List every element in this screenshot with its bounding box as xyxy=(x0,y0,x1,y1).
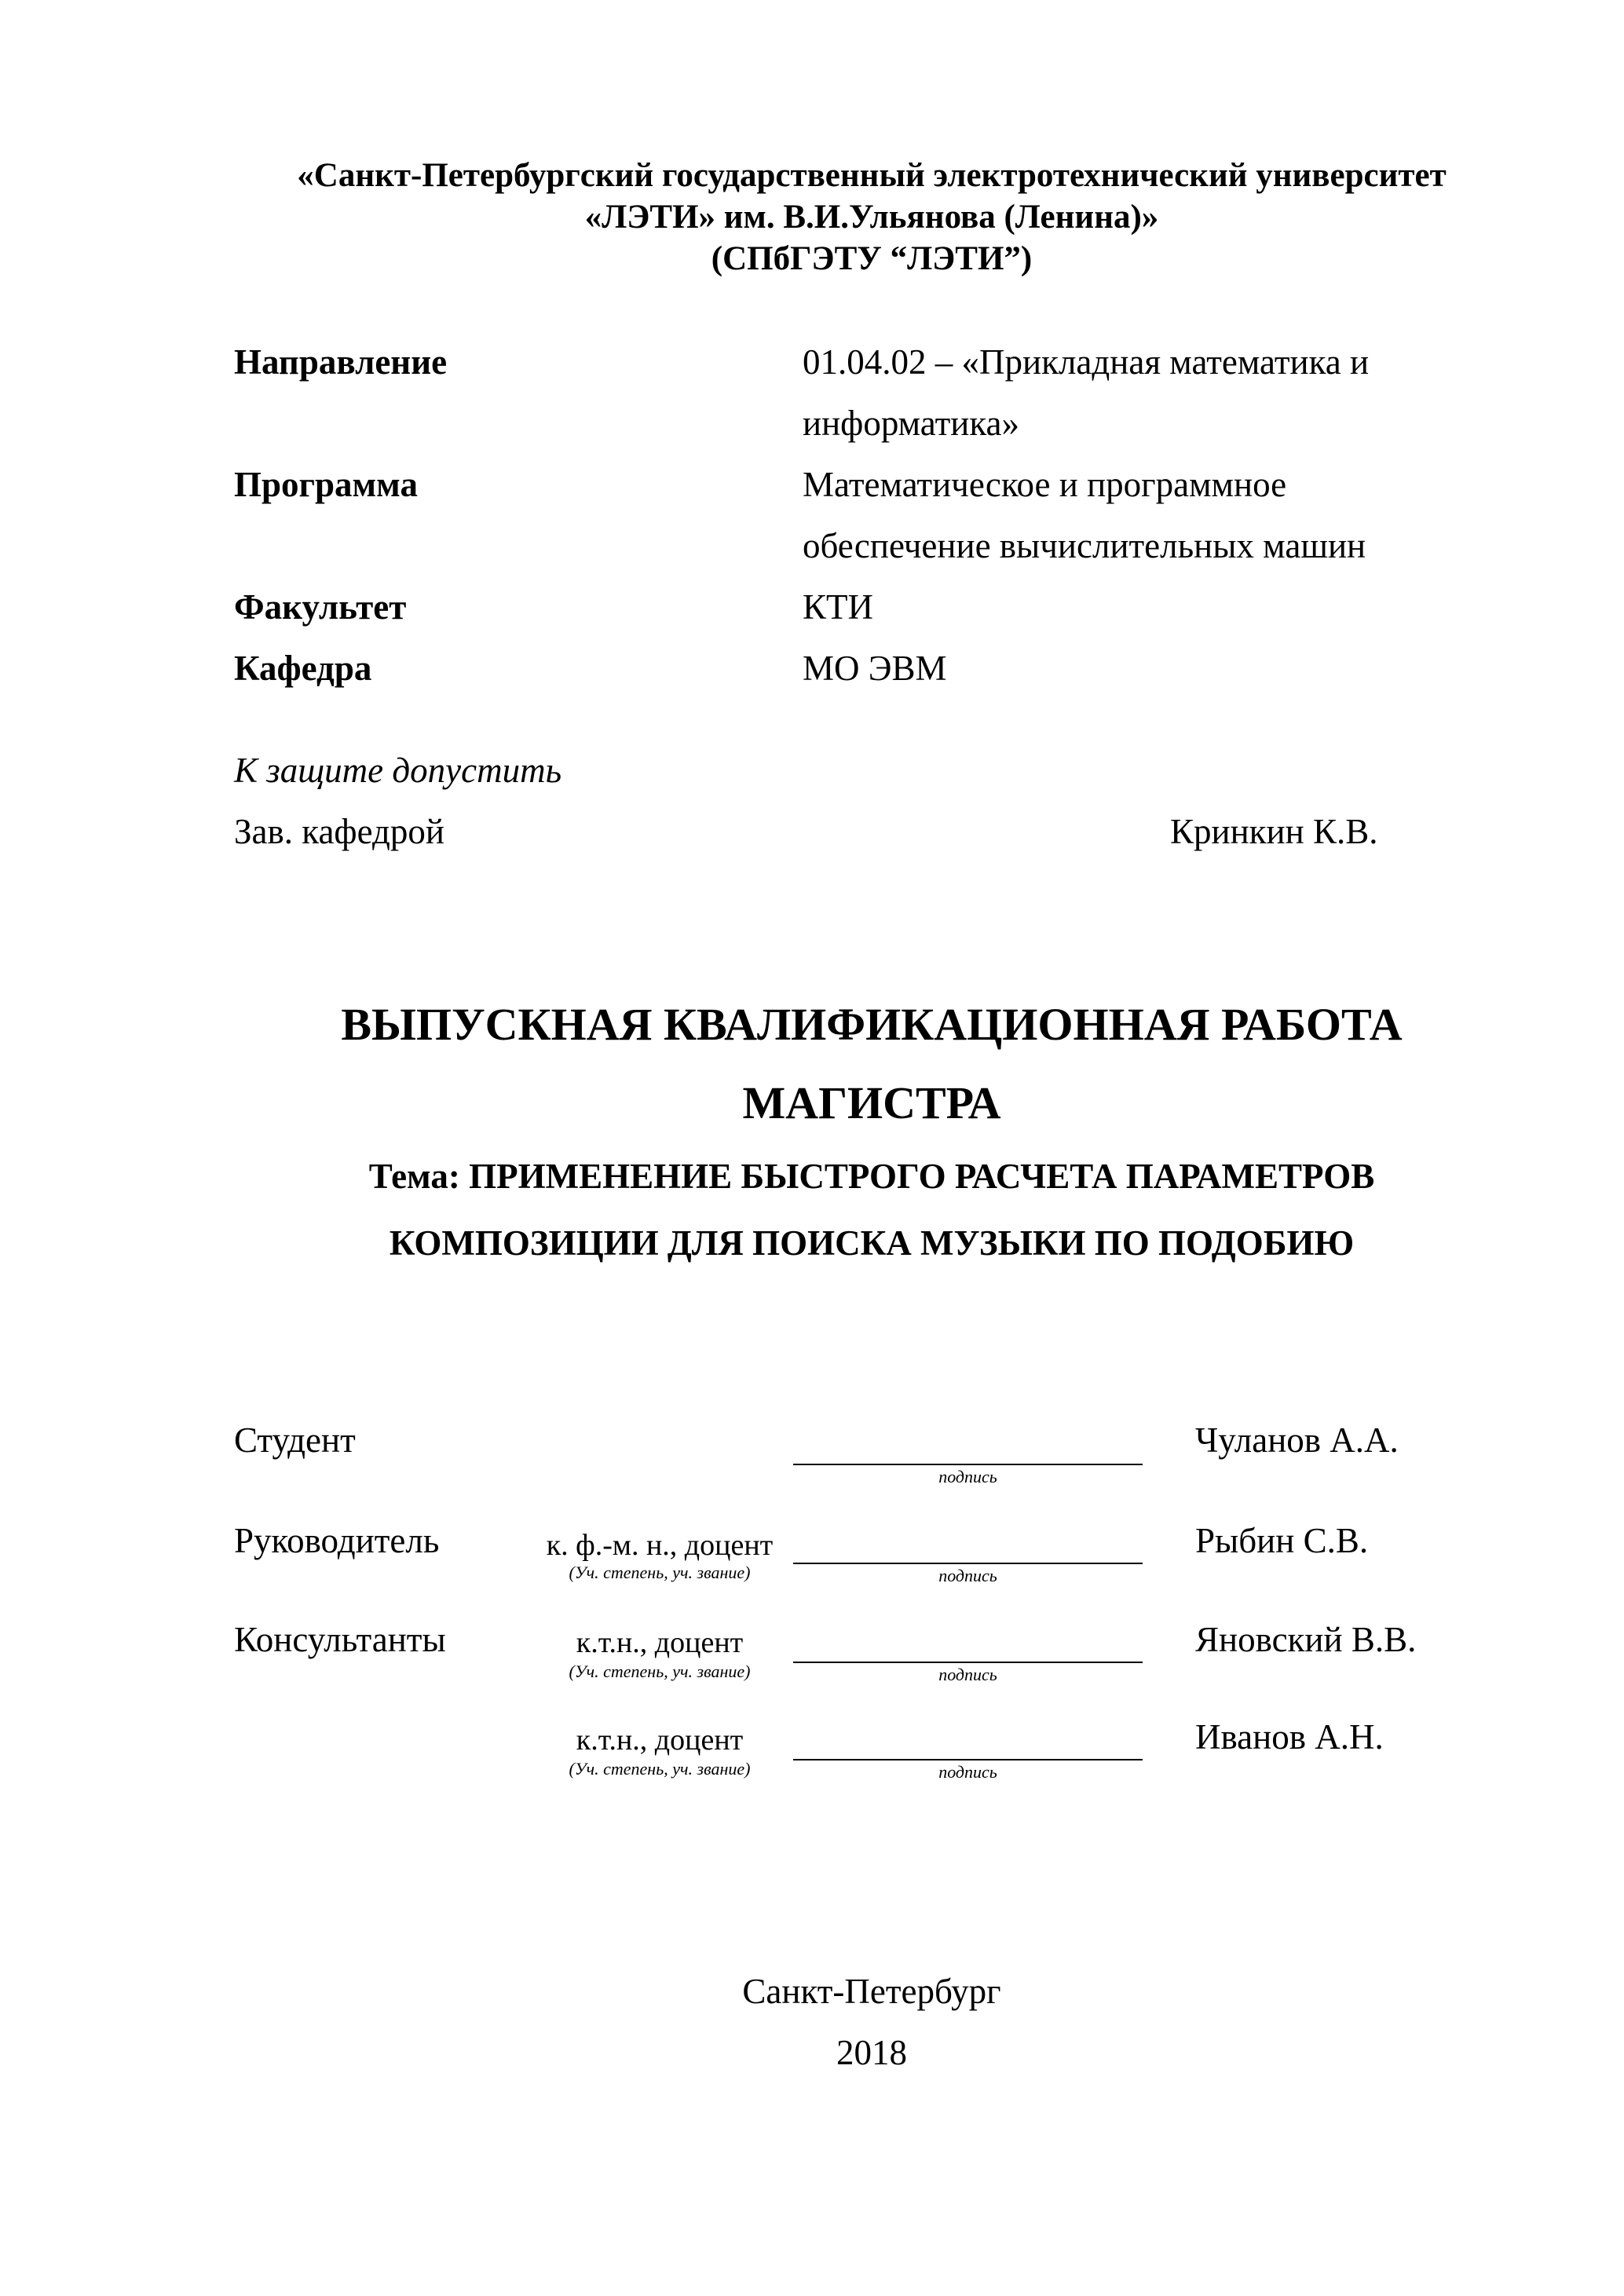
consultant-1-degree-caption: (Уч. степень, уч. звание) xyxy=(569,1662,751,1681)
faculty-value: КТИ xyxy=(803,587,873,627)
department-head-name: Кринкин К.В. xyxy=(1170,812,1378,851)
department-head-label: Зав. кафедрой xyxy=(234,812,444,851)
supervisor-signature-caption: подпись xyxy=(938,1566,997,1585)
supervisor-degree-caption: (Уч. степень, уч. звание) xyxy=(569,1563,751,1582)
supervisor-role-label: Руководитель xyxy=(234,1521,440,1560)
direction-value-line-1: 01.04.02 – «Прикладная математика и xyxy=(803,342,1370,382)
student-signature-caption: подпись xyxy=(938,1467,997,1486)
direction-value-line-2: информатика» xyxy=(803,404,1020,443)
thesis-topic-line-1: Тема: ПРИМЕНЕНИЕ БЫСТРОГО РАСЧЕТА ПАРАМЕТРОВ xyxy=(368,1157,1375,1196)
admission-note: К защите допустить xyxy=(234,751,562,790)
university-abbreviation: (СПбГЭТУ “ЛЭТИ”) xyxy=(711,240,1033,277)
consultant-1-signature-caption: подпись xyxy=(938,1665,997,1684)
direction-label: Направление xyxy=(234,342,448,382)
supervisor-degree: к. ф.-м. н., доцент xyxy=(546,1529,774,1562)
program-value-line-2: обеспечение вычислительных машин xyxy=(803,526,1366,565)
faculty-label: Факультет xyxy=(234,587,407,627)
program-value xyxy=(803,454,1509,576)
thesis-title-line-1: ВЫПУСКНАЯ КВАЛИФИКАЦИОННАЯ РАБОТА xyxy=(341,999,1403,1050)
student-name: Чуланов А.А. xyxy=(1195,1420,1399,1460)
consultant-2-signature-caption: подпись xyxy=(938,1762,997,1782)
student-signature-line xyxy=(793,1464,1143,1465)
supervisor-signature-line xyxy=(793,1563,1143,1564)
department-value: МО ЭВМ xyxy=(803,649,947,688)
university-name-line-1: «Санкт-Петербургский государственный электротехнический университет xyxy=(297,157,1447,194)
department-label: Кафедра xyxy=(234,649,372,688)
program-value-line-1: Математическое и программное xyxy=(803,465,1287,504)
consultant-2-degree-caption: (Уч. степень, уч. звание) xyxy=(569,1759,751,1779)
university-name-line-2: «ЛЭТИ» им. В.И.Ульянова (Ленина)» xyxy=(584,199,1159,236)
program-label: Программа xyxy=(234,465,418,504)
year: 2018 xyxy=(836,2033,907,2072)
consultant-1-signature-line xyxy=(793,1662,1143,1663)
consultant-2-name: Иванов А.Н. xyxy=(1195,1717,1384,1757)
student-role-label: Студент xyxy=(234,1420,356,1460)
direction-value xyxy=(803,331,1509,454)
thesis-title-line-2: МАГИСТРА xyxy=(742,1077,1001,1128)
city: Санкт-Петербург xyxy=(742,1972,1001,2011)
consultant-1-name: Яновский В.В. xyxy=(1195,1620,1417,1659)
thesis-topic-line-2: КОМПОЗИЦИИ ДЛЯ ПОИСКА МУЗЫКИ ПО ПОДОБИЮ xyxy=(389,1223,1355,1263)
consultant-2-degree: к.т.н., доцент xyxy=(576,1724,744,1757)
supervisor-name: Рыбин С.В. xyxy=(1195,1521,1369,1560)
consultant-2-signature-line xyxy=(793,1759,1143,1760)
consultants-role-label: Консультанты xyxy=(234,1620,446,1659)
consultant-1-degree: к.т.н., доцент xyxy=(576,1626,744,1659)
